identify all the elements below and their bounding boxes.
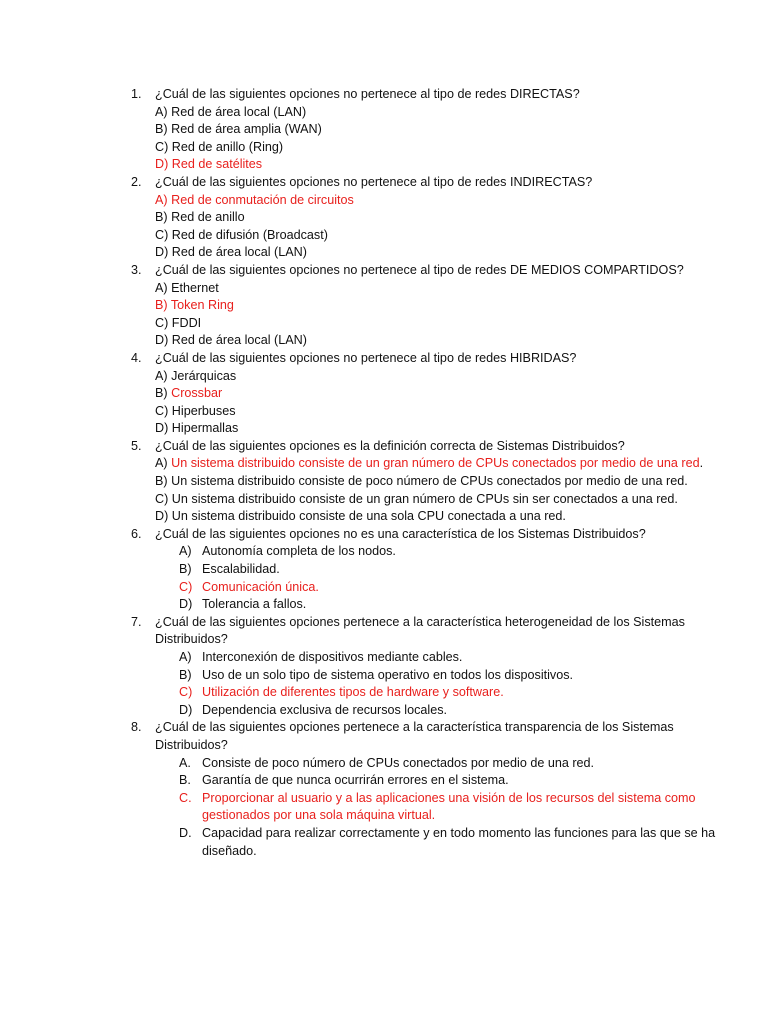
question-number: 6. bbox=[131, 526, 142, 541]
option-letter: B) bbox=[155, 210, 168, 225]
answer-option bbox=[155, 280, 728, 298]
option-letter: D) bbox=[155, 333, 169, 348]
option-letter: D) bbox=[179, 597, 193, 612]
correct-answer-option bbox=[155, 192, 728, 210]
question-item bbox=[0, 614, 768, 720]
option-text: Red de difusión (Broadcast) bbox=[171, 227, 328, 242]
option-letter: A) bbox=[155, 280, 168, 295]
answer-option bbox=[155, 227, 728, 245]
answer-option bbox=[179, 772, 728, 790]
question-number: 5. bbox=[131, 438, 142, 453]
option-text: Capacidad para realizar correctamente y en todo momento las funciones para las que se ha diseñado. bbox=[202, 825, 716, 858]
answer-option bbox=[179, 702, 728, 720]
question-item bbox=[0, 526, 768, 614]
answer-option bbox=[155, 244, 728, 262]
option-letter: C) bbox=[179, 579, 193, 594]
option-list bbox=[155, 649, 728, 719]
answer-option bbox=[179, 667, 728, 685]
option-letter: D) bbox=[155, 245, 169, 260]
answer-option bbox=[179, 543, 728, 561]
option-text: FDDI bbox=[171, 315, 202, 330]
option-letter: B) bbox=[179, 667, 192, 682]
question-number: 3. bbox=[131, 262, 142, 277]
question-item bbox=[0, 350, 768, 438]
option-text: Un sistema distribuido consiste de un gran número de CPUs conectados por medio de una red bbox=[171, 456, 700, 471]
question-text: ¿Cuál de las siguientes opciones pertenece a la característica transparencia de los Sistemas Distribuidos? bbox=[155, 720, 674, 752]
option-letter: B) bbox=[155, 474, 168, 489]
correct-answer-option bbox=[179, 579, 728, 597]
option-letter: A) bbox=[179, 650, 192, 664]
option-text: Red de conmutación de circuitos bbox=[171, 192, 354, 207]
answer-option bbox=[155, 420, 728, 438]
question-number: 1. bbox=[131, 87, 142, 101]
answer-option bbox=[155, 121, 728, 139]
option-text: Red de anillo (Ring) bbox=[171, 139, 284, 154]
question-item bbox=[0, 86, 768, 174]
answer-option bbox=[179, 825, 728, 860]
option-text: Uso de un solo tipo de sistema operativo en todos los dispositivos. bbox=[202, 667, 574, 682]
option-letter: B) bbox=[179, 562, 192, 577]
option-text: Red de área local (LAN) bbox=[171, 245, 307, 260]
question-text: ¿Cuál de las siguientes opciones no pertenece al tipo de redes DIRECTAS? bbox=[155, 87, 580, 101]
option-text: Red de área amplia (WAN) bbox=[171, 122, 322, 137]
option-letter: D) bbox=[155, 421, 169, 436]
option-letter: D. bbox=[179, 825, 192, 840]
question-number: 4. bbox=[131, 350, 142, 365]
option-text: Un sistema distribuido consiste de un gran número de CPUs sin ser conectados a una red. bbox=[171, 491, 678, 506]
option-text: Crossbar bbox=[171, 386, 223, 401]
option-letter: B) bbox=[155, 298, 168, 313]
answer-option bbox=[179, 649, 728, 667]
option-letter: D) bbox=[179, 702, 193, 717]
option-letter: A) bbox=[155, 456, 168, 471]
option-text: Garantía de que nunca ocurrirán errores en el sistema. bbox=[202, 773, 509, 788]
option-letter: A) bbox=[155, 192, 168, 207]
option-letter: C) bbox=[179, 685, 193, 700]
correct-answer-option bbox=[155, 455, 728, 473]
question-item bbox=[0, 174, 768, 262]
option-text: Un sistema distribuido consiste de una sola CPU conectada a una red. bbox=[171, 509, 566, 524]
option-list bbox=[155, 755, 728, 861]
question-number: 2. bbox=[131, 174, 142, 189]
option-text: Red de satélites bbox=[171, 157, 263, 172]
option-text: Un sistema distribuido consiste de poco número de CPUs conectados por medio de una red. bbox=[171, 474, 688, 489]
option-text: Red de área local (LAN) bbox=[171, 104, 307, 119]
option-letter: A) bbox=[155, 104, 168, 119]
option-text: Hipermallas bbox=[171, 421, 239, 436]
answer-option bbox=[155, 209, 728, 227]
option-letter: B. bbox=[179, 773, 191, 788]
question-item bbox=[0, 719, 768, 860]
question-text: ¿Cuál de las siguientes opciones no pertenece al tipo de redes INDIRECTAS? bbox=[155, 174, 593, 189]
correct-answer-option bbox=[155, 156, 728, 174]
question-text: ¿Cuál de las siguientes opciones pertenece a la característica heterogeneidad de los Sistemas Distribuidos? bbox=[155, 614, 685, 647]
option-letter: C. bbox=[179, 790, 192, 805]
option-letter: C) bbox=[155, 139, 169, 154]
option-text: Ethernet bbox=[171, 280, 219, 295]
answer-option bbox=[155, 139, 728, 157]
option-text: Escalabilidad. bbox=[202, 562, 280, 577]
option-suffix: . bbox=[699, 456, 704, 471]
question-number: 8. bbox=[131, 720, 142, 735]
option-letter: A. bbox=[179, 755, 191, 770]
option-letter: C) bbox=[155, 315, 169, 330]
question-item bbox=[0, 438, 768, 526]
answer-option bbox=[155, 368, 728, 386]
correct-answer-option bbox=[155, 297, 728, 315]
option-text: Consiste de poco número de CPUs conectados por medio de una red. bbox=[202, 755, 595, 770]
option-letter: A) bbox=[179, 544, 192, 559]
option-text: Interconexión de dispositivos mediante cables. bbox=[202, 650, 463, 664]
option-text: Proporcionar al usuario y a las aplicaciones una visión de los recursos del sistema como gestionados por una sola máquina virtual. bbox=[202, 790, 696, 823]
option-list bbox=[155, 543, 728, 613]
question-text: ¿Cuál de las siguientes opciones es la definición correcta de Sistemas Distribuidos? bbox=[155, 438, 625, 453]
question-text: ¿Cuál de las siguientes opciones no pertenece al tipo de redes DE MEDIOS COMPARTIDOS? bbox=[155, 262, 684, 277]
option-text: Hiperbuses bbox=[171, 403, 236, 418]
correct-answer-option bbox=[179, 790, 728, 825]
answer-option bbox=[155, 315, 728, 333]
option-text: Jerárquicas bbox=[171, 368, 237, 383]
answer-option bbox=[155, 403, 728, 421]
option-text: Dependencia exclusiva de recursos locales. bbox=[202, 702, 448, 717]
option-letter: C) bbox=[155, 491, 169, 506]
answer-option bbox=[179, 596, 728, 614]
option-text: Tolerancia a fallos. bbox=[202, 597, 307, 612]
answer-option bbox=[155, 104, 728, 122]
option-text: Autonomía completa de los nodos. bbox=[202, 544, 396, 559]
answer-option bbox=[179, 561, 728, 579]
question-number: 7. bbox=[131, 614, 142, 629]
answer-option bbox=[179, 755, 728, 773]
correct-answer-option bbox=[179, 684, 728, 702]
option-text: Red de anillo bbox=[171, 210, 245, 225]
question-text: ¿Cuál de las siguientes opciones no es una característica de los Sistemas Distribuidos? bbox=[155, 526, 646, 541]
answer-option bbox=[155, 491, 728, 509]
answer-option bbox=[155, 508, 728, 526]
option-letter: D) bbox=[155, 157, 169, 172]
option-text: Utilización de diferentes tipos de hardware y software. bbox=[202, 685, 504, 700]
question-text: ¿Cuál de las siguientes opciones no pertenece al tipo de redes HIBRIDAS? bbox=[155, 350, 577, 365]
option-letter: A) bbox=[155, 368, 168, 383]
quiz-document bbox=[0, 86, 768, 860]
option-text: Token Ring bbox=[170, 298, 234, 313]
option-letter: C) bbox=[155, 227, 169, 242]
option-letter: D) bbox=[155, 509, 169, 524]
question-item bbox=[0, 262, 768, 350]
option-text: Red de área local (LAN) bbox=[171, 333, 307, 348]
option-text: Comunicación única. bbox=[202, 579, 319, 594]
option-letter: C) bbox=[155, 403, 169, 418]
correct-answer-option bbox=[155, 385, 728, 403]
answer-option bbox=[155, 473, 728, 491]
option-letter: B) bbox=[155, 122, 168, 137]
answer-option bbox=[155, 332, 728, 350]
option-letter: B) bbox=[155, 386, 168, 401]
